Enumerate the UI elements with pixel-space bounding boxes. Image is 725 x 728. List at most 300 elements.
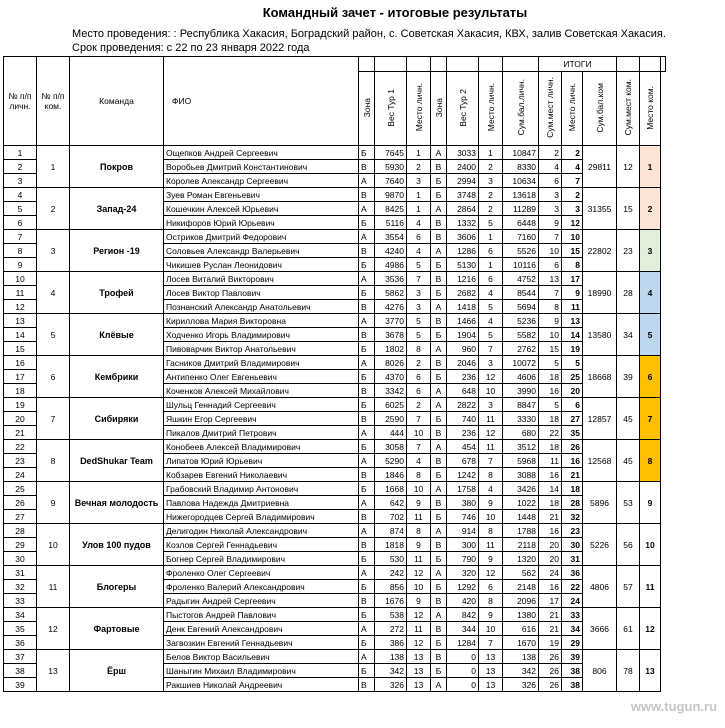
cell-place-2: 3 xyxy=(479,398,503,412)
cell-participant-name: Радыгин Андрей Сергеевич xyxy=(164,594,359,608)
cell-team-number: 8 xyxy=(37,440,70,482)
cell-zone-1: А xyxy=(359,650,375,664)
cell-sum-points: 2148 xyxy=(503,580,539,594)
cell-place-2: 6 xyxy=(479,580,503,594)
cell-final-place: 24 xyxy=(562,594,583,608)
cell-sum-places: 2 xyxy=(539,146,562,160)
results-table xyxy=(3,56,666,692)
cell-weight-1: 6025 xyxy=(375,398,407,412)
cell-place-2: 13 xyxy=(479,678,503,692)
cell-final-place: 5 xyxy=(562,356,583,370)
cell-final-place: 8 xyxy=(562,258,583,272)
cell-zone-1: А xyxy=(359,230,375,244)
cell-team-name: Ёрш xyxy=(70,650,164,692)
cell-final-place: 21 xyxy=(562,468,583,482)
cell-sum-points: 5968 xyxy=(503,454,539,468)
cell-sum-points: 10116 xyxy=(503,258,539,272)
header-blank-1 xyxy=(359,57,375,72)
cell-place-1: 10 xyxy=(407,482,431,496)
cell-sum-points: 8544 xyxy=(503,286,539,300)
cell-team-number: 10 xyxy=(37,524,70,566)
cell-sum-points: 562 xyxy=(503,566,539,580)
cell-place-2: 8 xyxy=(479,524,503,538)
cell-participant-name: Пивоварчик Виктор Анатольевич xyxy=(164,342,359,356)
cell-sum-points: 10847 xyxy=(503,146,539,160)
cell-place-1: 5 xyxy=(407,314,431,328)
cell-weight-1: 272 xyxy=(375,622,407,636)
cell-zone-2: В xyxy=(431,272,447,286)
cell-person-number: 19 xyxy=(4,398,37,412)
cell-final-place: 13 xyxy=(562,314,583,328)
venue-line: Место проведения: : Республика Хакасия, Боградский район, с. Советская Хакасия, КВХ, залив Советская Хакасия. xyxy=(72,28,666,40)
cell-zone-2: В xyxy=(431,454,447,468)
cell-sum-places: 20 xyxy=(539,552,562,566)
cell-zone-1: Б xyxy=(359,146,375,160)
cell-place-1: 9 xyxy=(407,594,431,608)
cell-place-1: 1 xyxy=(407,188,431,202)
cell-weight-2: 842 xyxy=(447,608,479,622)
cell-sum-places: 15 xyxy=(539,342,562,356)
cell-weight-1: 3554 xyxy=(375,230,407,244)
header-place1: Место личн. xyxy=(407,72,431,146)
cell-team-places: 56 xyxy=(617,524,640,566)
cell-final-place: 3 xyxy=(562,202,583,216)
cell-zone-1: А xyxy=(359,314,375,328)
cell-participant-name: Белов Виктор Васильевич xyxy=(164,650,359,664)
cell-sum-places: 16 xyxy=(539,468,562,482)
cell-weight-1: 1676 xyxy=(375,594,407,608)
cell-zone-2: Б xyxy=(431,510,447,524)
cell-person-number: 31 xyxy=(4,566,37,580)
cell-place-1: 12 xyxy=(407,566,431,580)
cell-team-name: Фартовые xyxy=(70,608,164,650)
cell-place-1: 1 xyxy=(407,146,431,160)
cell-participant-name: Денк Евгений Александрович xyxy=(164,622,359,636)
cell-sum-points: 5526 xyxy=(503,244,539,258)
cell-weight-1: 1802 xyxy=(375,342,407,356)
cell-weight-2: 1292 xyxy=(447,580,479,594)
cell-zone-1: Б xyxy=(359,636,375,650)
cell-place-1: 8 xyxy=(407,468,431,482)
header-name: ФИО xyxy=(164,57,359,146)
cell-sum-points: 1788 xyxy=(503,524,539,538)
cell-zone-2: Б xyxy=(431,258,447,272)
cell-weight-2: 914 xyxy=(447,524,479,538)
cell-sum-points: 7160 xyxy=(503,230,539,244)
cell-zone-2: В xyxy=(431,496,447,510)
cell-participant-name: Козлов Сергей Геннадьевич xyxy=(164,538,359,552)
cell-weight-1: 2590 xyxy=(375,412,407,426)
cell-final-place: 27 xyxy=(562,412,583,426)
cell-place-2: 10 xyxy=(479,510,503,524)
cell-participant-name: Яшкин Егор Сергеевич xyxy=(164,412,359,426)
cell-team-number: 6 xyxy=(37,356,70,398)
cell-place-2: 9 xyxy=(479,608,503,622)
cell-final-place: 31 xyxy=(562,552,583,566)
cell-weight-2: 1284 xyxy=(447,636,479,650)
cell-place-1: 9 xyxy=(407,496,431,510)
cell-zone-2: В xyxy=(431,160,447,174)
cell-sum-places: 21 xyxy=(539,622,562,636)
cell-final-place: 38 xyxy=(562,664,583,678)
cell-zone-2: В xyxy=(431,594,447,608)
cell-person-number: 16 xyxy=(4,356,37,370)
cell-sum-points: 6448 xyxy=(503,216,539,230)
cell-weight-2: 344 xyxy=(447,622,479,636)
cell-final-place: 14 xyxy=(562,328,583,342)
cell-sum-points: 5694 xyxy=(503,300,539,314)
cell-weight-2: 236 xyxy=(447,370,479,384)
cell-participant-name: Конобеев Алексей Владимирович xyxy=(164,440,359,454)
cell-participant-name: Загвозкин Евгений Геннадьевич xyxy=(164,636,359,650)
cell-weight-1: 8425 xyxy=(375,202,407,216)
cell-place-1: 4 xyxy=(407,454,431,468)
cell-participant-name: Познанский Александр Анатольевич xyxy=(164,300,359,314)
cell-final-place: 28 xyxy=(562,496,583,510)
cell-team-name: Сибиряки xyxy=(70,398,164,440)
cell-team-place: 1 xyxy=(640,146,661,188)
cell-sum-places: 13 xyxy=(539,272,562,286)
cell-sum-places: 17 xyxy=(539,594,562,608)
cell-final-place: 33 xyxy=(562,608,583,622)
cell-zone-1: В xyxy=(359,538,375,552)
cell-team-number: 7 xyxy=(37,398,70,440)
cell-zone-1: В xyxy=(359,300,375,314)
cell-zone-2: А xyxy=(431,202,447,216)
cell-sum-points: 1320 xyxy=(503,552,539,566)
cell-weight-1: 1818 xyxy=(375,538,407,552)
cell-person-number: 17 xyxy=(4,370,37,384)
cell-team-name: Регион -19 xyxy=(70,230,164,272)
cell-final-place: 7 xyxy=(562,174,583,188)
cell-team-points: 18668 xyxy=(583,356,617,398)
cell-person-number: 30 xyxy=(4,552,37,566)
cell-final-place: 18 xyxy=(562,482,583,496)
table-row xyxy=(4,608,666,622)
cell-weight-2: 454 xyxy=(447,440,479,454)
cell-final-place: 4 xyxy=(562,160,583,174)
cell-place-1: 7 xyxy=(407,272,431,286)
table-row xyxy=(4,524,666,538)
cell-place-2: 9 xyxy=(479,496,503,510)
cell-weight-2: 2682 xyxy=(447,286,479,300)
cell-team-number: 3 xyxy=(37,230,70,272)
cell-weight-2: 1904 xyxy=(447,328,479,342)
cell-weight-2: 0 xyxy=(447,650,479,664)
cell-final-place: 39 xyxy=(562,650,583,664)
cell-sum-places: 19 xyxy=(539,636,562,650)
cell-person-number: 23 xyxy=(4,454,37,468)
cell-person-number: 4 xyxy=(4,188,37,202)
cell-sum-places: 4 xyxy=(539,160,562,174)
cell-zone-1: Б xyxy=(359,216,375,230)
cell-team-number: 13 xyxy=(37,650,70,692)
cell-sum-points: 10072 xyxy=(503,356,539,370)
cell-sum-points: 4606 xyxy=(503,370,539,384)
cell-place-1: 7 xyxy=(407,412,431,426)
cell-sum-points: 1380 xyxy=(503,608,539,622)
cell-zone-2: Б xyxy=(431,328,447,342)
header-blank-5 xyxy=(447,57,479,72)
cell-weight-1: 856 xyxy=(375,580,407,594)
cell-zone-1: А xyxy=(359,622,375,636)
cell-zone-1: Б xyxy=(359,608,375,622)
cell-team-name: Улов 100 пудов xyxy=(70,524,164,566)
cell-sum-places: 16 xyxy=(539,580,562,594)
cell-sum-places: 9 xyxy=(539,216,562,230)
cell-weight-1: 3536 xyxy=(375,272,407,286)
cell-final-place: 15 xyxy=(562,244,583,258)
cell-sum-places: 21 xyxy=(539,608,562,622)
cell-sum-points: 616 xyxy=(503,622,539,636)
cell-sum-points: 1448 xyxy=(503,510,539,524)
cell-sum-places: 10 xyxy=(539,244,562,258)
table-row xyxy=(4,314,666,328)
cell-weight-2: 2994 xyxy=(447,174,479,188)
cell-weight-2: 5130 xyxy=(447,258,479,272)
header-team-places: Сум.мест ком. xyxy=(617,72,640,146)
cell-place-2: 1 xyxy=(479,230,503,244)
cell-weight-2: 2822 xyxy=(447,398,479,412)
cell-team-places: 57 xyxy=(617,566,640,608)
cell-weight-2: 678 xyxy=(447,454,479,468)
cell-weight-1: 3678 xyxy=(375,328,407,342)
cell-weight-2: 0 xyxy=(447,678,479,692)
cell-participant-name: Павлова Надежда Дмитриевна xyxy=(164,496,359,510)
cell-team-number: 2 xyxy=(37,188,70,230)
cell-zone-2: Б xyxy=(431,412,447,426)
cell-person-number: 29 xyxy=(4,538,37,552)
cell-team-points: 806 xyxy=(583,650,617,692)
cell-zone-2: А xyxy=(431,244,447,258)
cell-zone-1: Б xyxy=(359,580,375,594)
header-team-place: Место ком. xyxy=(640,72,661,146)
cell-place-2: 4 xyxy=(479,314,503,328)
cell-weight-2: 300 xyxy=(447,538,479,552)
cell-sum-places: 26 xyxy=(539,650,562,664)
cell-weight-2: 420 xyxy=(447,594,479,608)
table-row xyxy=(4,482,666,496)
cell-place-2: 5 xyxy=(479,328,503,342)
cell-zone-1: В xyxy=(359,510,375,524)
cell-place-1: 10 xyxy=(407,580,431,594)
cell-zone-1: А xyxy=(359,202,375,216)
header-zone2: Зона xyxy=(431,72,447,146)
cell-participant-name: Никифоров Юрий Юрьевич xyxy=(164,216,359,230)
cell-participant-name: Воробьев Дмитрий Константинович xyxy=(164,160,359,174)
cell-participant-name: Чикишев Руслан Леонидович xyxy=(164,258,359,272)
cell-place-2: 8 xyxy=(479,468,503,482)
cell-place-1: 4 xyxy=(407,244,431,258)
cell-team-places: 39 xyxy=(617,356,640,398)
cell-weight-2: 3606 xyxy=(447,230,479,244)
cell-person-number: 11 xyxy=(4,286,37,300)
cell-final-place: 22 xyxy=(562,580,583,594)
cell-participant-name: Липатов Юрий Юрьевич xyxy=(164,454,359,468)
cell-zone-2: В xyxy=(431,230,447,244)
cell-sum-places: 11 xyxy=(539,454,562,468)
cell-person-number: 12 xyxy=(4,300,37,314)
cell-weight-1: 138 xyxy=(375,650,407,664)
cell-participant-name: Шаныгин Михаил Владимирович xyxy=(164,664,359,678)
header-blank-9 xyxy=(640,57,661,72)
cell-sum-points: 3088 xyxy=(503,468,539,482)
header-blank-8 xyxy=(617,57,640,72)
cell-participant-name: Зуев Роман Евгеньевич xyxy=(164,188,359,202)
cell-place-2: 6 xyxy=(479,272,503,286)
cell-weight-2: 380 xyxy=(447,496,479,510)
cell-zone-1: В xyxy=(359,328,375,342)
cell-place-1: 6 xyxy=(407,230,431,244)
cell-team-points: 5896 xyxy=(583,482,617,524)
cell-sum-points: 680 xyxy=(503,426,539,440)
cell-zone-2: А xyxy=(431,398,447,412)
cell-zone-1: В xyxy=(359,244,375,258)
header-weight1: Вес Тур 1 xyxy=(375,72,407,146)
cell-team-place: 3 xyxy=(640,230,661,272)
cell-zone-1: Б xyxy=(359,398,375,412)
cell-weight-1: 4276 xyxy=(375,300,407,314)
cell-zone-2: Б xyxy=(431,174,447,188)
cell-place-1: 13 xyxy=(407,664,431,678)
results-body xyxy=(4,146,666,692)
cell-zone-1: А xyxy=(359,566,375,580)
cell-team-place: 4 xyxy=(640,272,661,314)
cell-place-2: 1 xyxy=(479,146,503,160)
cell-weight-1: 7645 xyxy=(375,146,407,160)
cell-zone-2: Б xyxy=(431,468,447,482)
cell-zone-1: Б xyxy=(359,664,375,678)
cell-final-place: 23 xyxy=(562,524,583,538)
cell-sum-points: 11289 xyxy=(503,202,539,216)
cell-participant-name: Фроленко Валерий Александрович xyxy=(164,580,359,594)
cell-person-number: 10 xyxy=(4,272,37,286)
table-row xyxy=(4,146,666,160)
cell-participant-name: Ракшиев Николай Андреевич xyxy=(164,678,359,692)
cell-team-place: 10 xyxy=(640,524,661,566)
cell-place-2: 9 xyxy=(479,552,503,566)
cell-zone-1: В xyxy=(359,468,375,482)
cell-weight-2: 1216 xyxy=(447,272,479,286)
cell-zone-2: А xyxy=(431,342,447,356)
cell-place-1: 6 xyxy=(407,384,431,398)
cell-team-places: 28 xyxy=(617,272,640,314)
cell-team-place: 7 xyxy=(640,398,661,440)
cell-sum-places: 20 xyxy=(539,538,562,552)
cell-sum-points: 2096 xyxy=(503,594,539,608)
cell-participant-name: Шульц Геннадий Сергеевич xyxy=(164,398,359,412)
header-blank-4 xyxy=(431,57,447,72)
cell-zone-2: В xyxy=(431,426,447,440)
cell-weight-1: 4240 xyxy=(375,244,407,258)
cell-sum-points: 138 xyxy=(503,650,539,664)
cell-sum-places: 16 xyxy=(539,524,562,538)
cell-zone-2: Б xyxy=(431,286,447,300)
cell-participant-name: Кобзарев Евгений Николаевич xyxy=(164,468,359,482)
cell-person-number: 7 xyxy=(4,230,37,244)
cell-sum-places: 5 xyxy=(539,398,562,412)
cell-sum-places: 18 xyxy=(539,440,562,454)
cell-place-2: 13 xyxy=(479,650,503,664)
cell-weight-2: 1242 xyxy=(447,468,479,482)
cell-place-2: 4 xyxy=(479,482,503,496)
cell-team-place: 2 xyxy=(640,188,661,230)
cell-final-place: 2 xyxy=(562,188,583,202)
cell-sum-points: 8330 xyxy=(503,160,539,174)
cell-sum-points: 3512 xyxy=(503,440,539,454)
cell-sum-places: 5 xyxy=(539,356,562,370)
cell-place-2: 7 xyxy=(479,454,503,468)
cell-final-place: 20 xyxy=(562,384,583,398)
cell-final-place: 12 xyxy=(562,216,583,230)
cell-sum-places: 3 xyxy=(539,188,562,202)
cell-place-1: 2 xyxy=(407,160,431,174)
cell-final-place: 36 xyxy=(562,566,583,580)
cell-sum-points: 13618 xyxy=(503,188,539,202)
cell-zone-1: Б xyxy=(359,370,375,384)
cell-zone-2: Б xyxy=(431,664,447,678)
cell-weight-2: 740 xyxy=(447,412,479,426)
cell-weight-1: 242 xyxy=(375,566,407,580)
cell-person-number: 27 xyxy=(4,510,37,524)
header-num-team: № п/п ком. xyxy=(37,57,70,146)
cell-person-number: 14 xyxy=(4,328,37,342)
cell-sum-places: 10 xyxy=(539,328,562,342)
header-team: Команда xyxy=(70,57,164,146)
cell-person-number: 18 xyxy=(4,384,37,398)
cell-place-1: 5 xyxy=(407,258,431,272)
cell-participant-name: Кириллова Мария Викторовна xyxy=(164,314,359,328)
cell-final-place: 29 xyxy=(562,636,583,650)
cell-place-1: 9 xyxy=(407,538,431,552)
cell-place-2: 2 xyxy=(479,202,503,216)
cell-place-2: 11 xyxy=(479,538,503,552)
cell-participant-name: Нижегородцев Сергей Владимирович xyxy=(164,510,359,524)
cell-place-1: 8 xyxy=(407,524,431,538)
cell-team-points: 12857 xyxy=(583,398,617,440)
header-final-place: Место личн. xyxy=(562,72,583,146)
cell-weight-1: 3058 xyxy=(375,440,407,454)
cell-zone-1: А xyxy=(359,356,375,370)
cell-weight-2: 320 xyxy=(447,566,479,580)
cell-person-number: 34 xyxy=(4,608,37,622)
cell-place-1: 7 xyxy=(407,440,431,454)
cell-participant-name: Антипенко Олег Евгеньевич xyxy=(164,370,359,384)
cell-final-place: 11 xyxy=(562,300,583,314)
cell-sum-points: 1022 xyxy=(503,496,539,510)
cell-zone-2: А xyxy=(431,678,447,692)
cell-zone-2: Б xyxy=(431,580,447,594)
cell-zone-1: Б xyxy=(359,258,375,272)
cell-weight-1: 538 xyxy=(375,608,407,622)
header-blank-6 xyxy=(479,57,503,72)
cell-sum-places: 21 xyxy=(539,510,562,524)
cell-participant-name: Кошечкин Алексей Юрьевич xyxy=(164,202,359,216)
cell-sum-places: 26 xyxy=(539,678,562,692)
cell-weight-2: 1758 xyxy=(447,482,479,496)
cell-person-number: 25 xyxy=(4,482,37,496)
cell-participant-name: Гасников Дмитрий Владимирович xyxy=(164,356,359,370)
cell-sum-places: 7 xyxy=(539,230,562,244)
cell-place-2: 7 xyxy=(479,342,503,356)
header-weight2: Вес Тур 2 xyxy=(447,72,479,146)
cell-participant-name: Ощепков Андрей Сергеевич xyxy=(164,146,359,160)
cell-zone-1: В xyxy=(359,384,375,398)
cell-final-place: 34 xyxy=(562,622,583,636)
cell-place-2: 10 xyxy=(479,384,503,398)
cell-sum-places: 8 xyxy=(539,300,562,314)
cell-team-name: Клёвые xyxy=(70,314,164,356)
